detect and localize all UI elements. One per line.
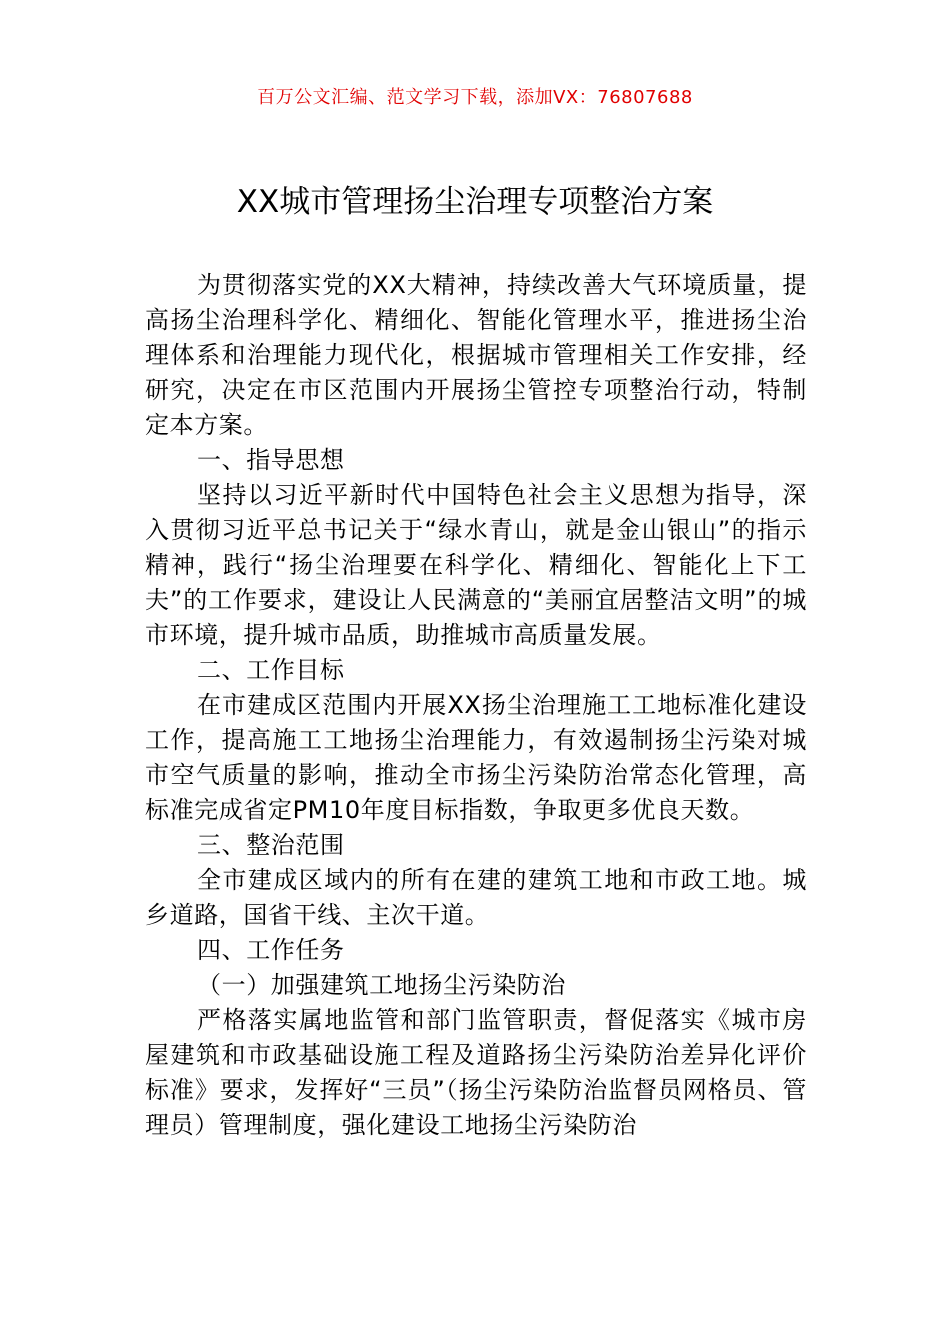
section-heading-work-tasks: 四、工作任务 bbox=[197, 936, 345, 964]
document-title: XX城市管理扬尘治理专项整治方案 bbox=[236, 184, 714, 220]
paragraph-guiding-ideology: 坚持以习近平新时代中国特色社会主义思想为指导，深入贯彻习近平总书记关于“绿水青山，就是金山银山”的指示精神，践行“扬尘治理要在科学化、精细化、智能化上下工夫”的工作要求，建设让人民满意的“美丽宜居整洁文明”的城市环境，提升城市品质，助推城市高质量发展。 bbox=[145, 481, 807, 649]
paragraph-intro: 为贯彻落实党的XX大精神，持续改善大气环境质量，提高扬尘治理科学化、精细化、智能化管理水平，推进扬尘治理体系和治理能力现代化，根据城市管理相关工作安排，经研究，决定在市区范围内开展扬尘管控专项整治行动，特制定本方案。 bbox=[145, 271, 807, 439]
subsection-heading-construction-dust: （一）加强建筑工地扬尘污染防治 bbox=[197, 971, 566, 999]
section-heading-guiding-ideology: 一、指导思想 bbox=[197, 446, 345, 474]
section-heading-work-goals: 二、工作目标 bbox=[197, 656, 345, 684]
paragraph-work-goals: 在市建成区范围内开展XX扬尘治理施工工地标准化建设工作，提高施工工地扬尘治理能力，有效遏制扬尘污染对城市空气质量的影响，推动全市扬尘污染防治常态化管理，高标准完成省定PM10年度目标指数，争取更多优良天数。 bbox=[145, 691, 807, 824]
header-note: 百万公文汇编、范文学习下载，添加VX：76807688 bbox=[257, 87, 693, 108]
section-heading-scope: 三、整治范围 bbox=[197, 831, 345, 859]
document-body bbox=[145, 268, 807, 1143]
paragraph-construction-dust: 严格落实属地监管和部门监管职责，督促落实《城市房屋建筑和市政基础设施工程及道路扬尘污染防治差异化评价标准》要求，发挥好“三员”（扬尘污染防治监督员网格员、管理员）管理制度，强化建设工地扬尘污染防治 bbox=[145, 1006, 807, 1139]
paragraph-scope: 全市建成区域内的所有在建的建筑工地和市政工地。城乡道路，国省干线、主次干道。 bbox=[145, 866, 807, 929]
